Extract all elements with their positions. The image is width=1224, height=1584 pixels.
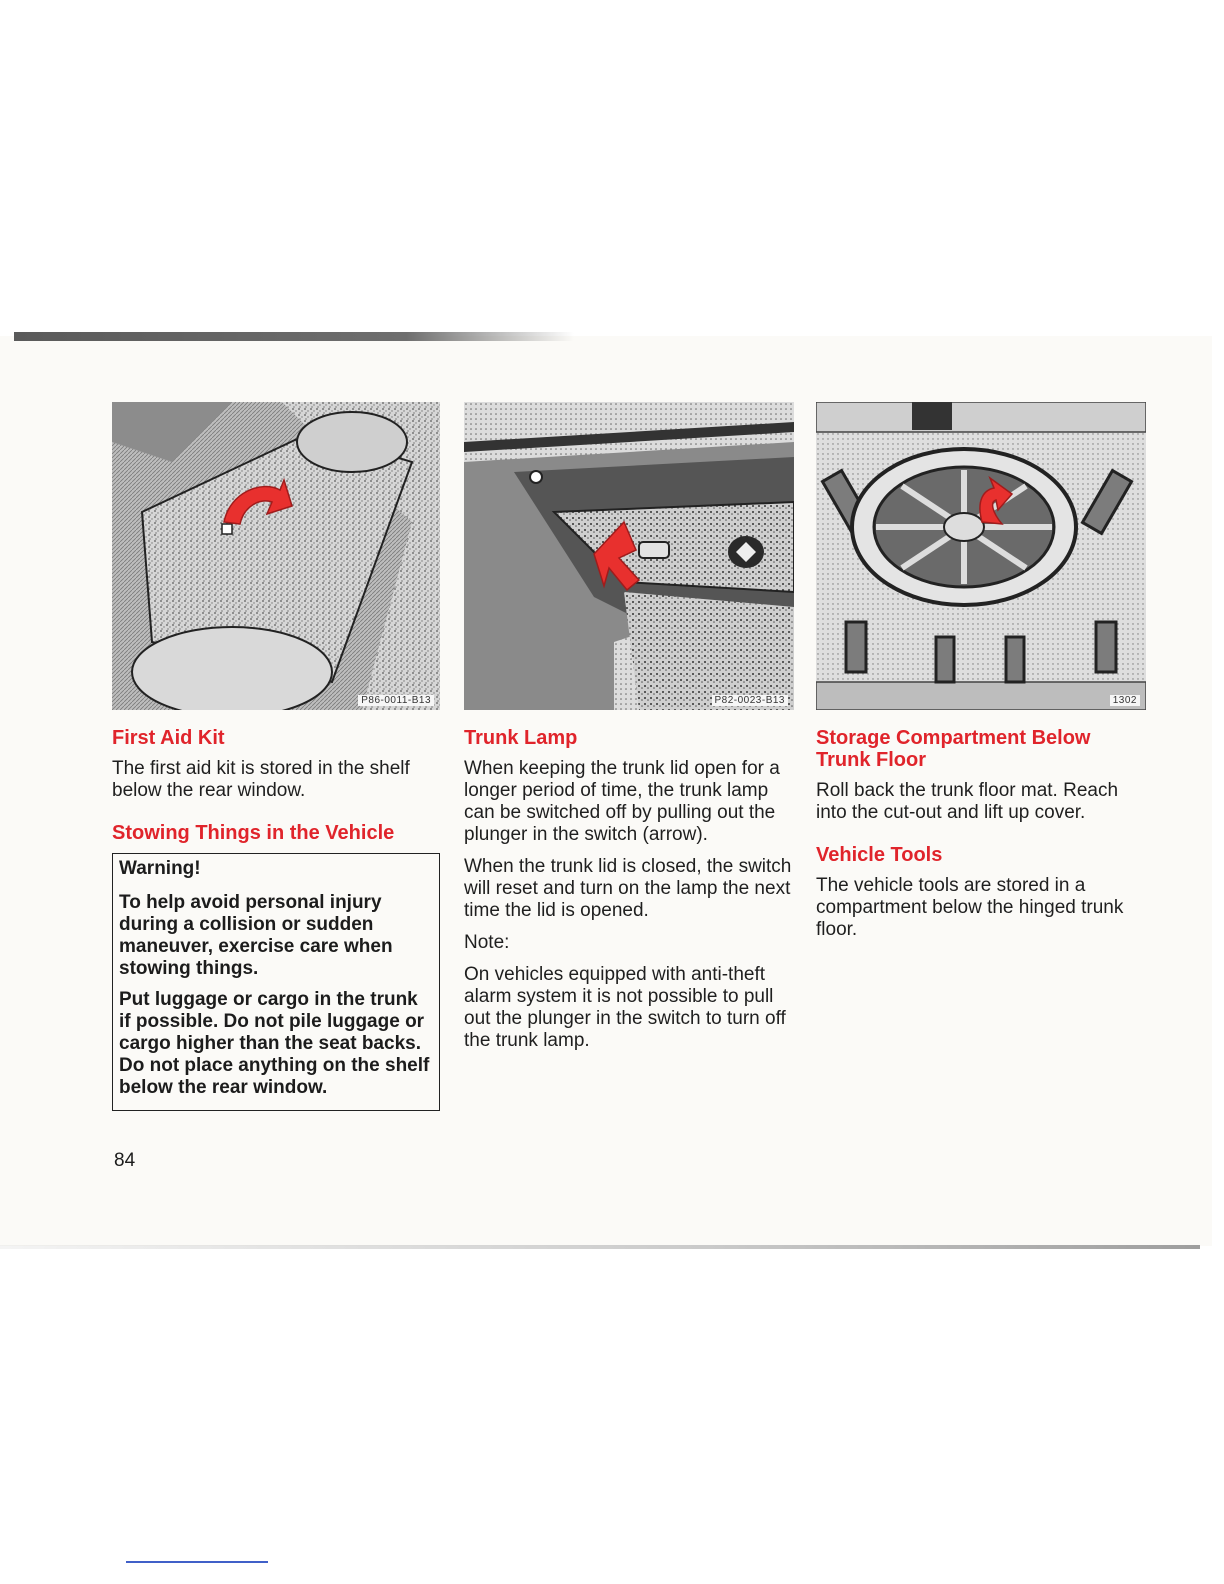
storage-text: Roll back the trunk floor mat. Reach into the cut-out and lift up cover. <box>816 780 1119 823</box>
vehicle-tools-text: The vehicle tools are stored in a compartment below the hinged trunk floor. <box>816 875 1124 940</box>
first-aid-text: The first aid kit is stored in the shelf below the rear window. <box>112 758 410 801</box>
top-rule <box>14 332 574 341</box>
figure-code: P82-0023-B13 <box>712 695 789 706</box>
trunk-lamp-paragraph-1: When keeping the trunk lid open for a longer period of time, the trunk lamp can be switched off by pulling out the plunger in the switch (arrow). <box>464 758 780 845</box>
trunk-floor-compartment-illustration <box>816 402 1146 710</box>
trunk-lamp-heading: Trunk Lamp <box>464 727 578 749</box>
warning-box <box>112 853 440 1111</box>
first-aid-heading: First Aid Kit <box>112 727 225 749</box>
warning-title: Warning! <box>119 858 201 879</box>
first-aid-shelf-illustration <box>112 402 440 710</box>
figure-code: P86-0011-B13 <box>358 695 434 706</box>
scan-underline <box>126 1561 268 1563</box>
stowing-heading: Stowing Things in the Vehicle <box>112 822 395 844</box>
note-text: On vehicles equipped with anti-theft alarm system it is not possible to pull out the plunger in the switch to turn off the trunk lamp. <box>464 964 786 1051</box>
vehicle-tools-heading: Vehicle Tools <box>816 844 943 866</box>
trunk-lamp-switch-illustration <box>464 402 794 710</box>
figure-trunk-floor <box>816 402 1146 710</box>
bottom-rule <box>0 1245 1200 1249</box>
storage-heading: Storage Compartment Below Trunk Floor <box>816 727 1091 771</box>
warning-paragraph-2: Put luggage or cargo in the trunk if possible. Do not pile luggage or cargo higher than the seat backs. Do not place anything on the shelf below the rear window. <box>119 989 430 1098</box>
column-2 <box>464 727 794 1062</box>
figure-code: 1302 <box>1110 695 1140 706</box>
figure-trunk-lamp <box>464 402 794 710</box>
column-1 <box>112 727 442 1111</box>
figure-first-aid <box>112 402 440 710</box>
trunk-lamp-paragraph-2: When the trunk lid is closed, the switch will reset and turn on the lamp the next time the lid is opened. <box>464 856 792 921</box>
page-number: 84 <box>114 1150 136 1171</box>
warning-paragraph-1: To help avoid personal injury during a collision or sudden maneuver, exercise care when stowing things. <box>119 892 393 979</box>
note-label: Note: <box>464 932 510 953</box>
column-3 <box>816 727 1136 951</box>
